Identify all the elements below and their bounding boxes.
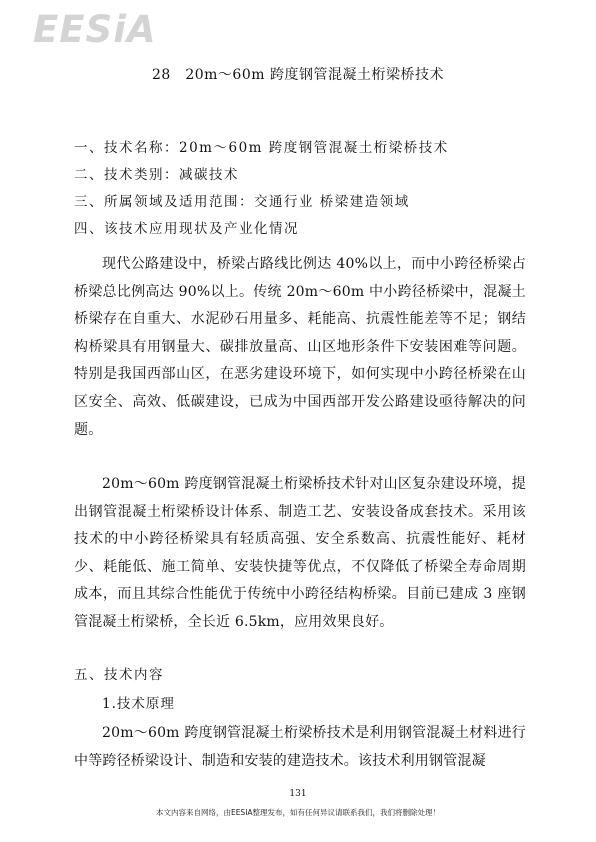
section-title: 28 20m～60m 跨度钢管混凝土桁梁桥技术 [152, 67, 444, 83]
heading-application-status: 四、该技术应用现状及产业化情况 [74, 221, 299, 237]
page-number: 131 [289, 789, 307, 799]
heading-tech-category: 二、技术类别：减碳技术 [74, 167, 239, 183]
paragraph-principle: 20m～60m 跨度钢管混凝土桁梁桥技术是利用钢管混凝土材料进行中等跨径桥梁设计、制造和安装的建造技术。该技术利用钢管混凝 [74, 725, 526, 769]
paragraph-background: 现代公路建设中，桥梁占路线比例达 40%以上，而中小跨径桥梁占桥梁总比例高达 90%以上。传统 20m～60m 中小跨径桥梁中，混凝土桥梁存在自重大、水泥砂石用量多、耗能高、抗震性能差等不足；钢结构桥梁具有用钢量大、碳排放量高、山区地形条件下安装困难等问题。特别是我国西部山区，在恶劣建设环境下，如何实现中小跨径桥梁在山区安全、高效、低碳建设，已成为中国西部开发公路建设亟待解决的问题。 [74, 256, 526, 438]
heading-field-scope: 三、所属领域及适用范围：交通行业 桥梁建造领域 [74, 194, 410, 210]
heading-tech-name: 一、技术名称：20m～60m 跨度钢管混凝土桁梁桥技术 [74, 140, 449, 156]
heading-tech-content: 五、技术内容 [74, 667, 164, 683]
footer-notice: 本文内容来自网络，由EESIA整理发布，如有任何异议请联系我们，我们将删除处理！ [155, 808, 441, 817]
paragraph-technology-overview: 20m～60m 跨度钢管混凝土桁梁桥技术针对山区复杂建设环境，提出钢管混凝土桁梁桥设计体系、制造工艺、安装设备成套技术。采用该技术的中小跨径桥梁具有轻质高强、安全系数高、抗震性能好、耗材少、耗能低、施工简单、安装快捷等优点，不仅降低了桥梁全寿命周期成本，而且其综合性能优于传统中小跨径结构桥梁。目前已建成 3 座钢管混凝土桁梁桥，全长近 6.5km，应用效果良好。 [74, 476, 526, 630]
eesia-watermark-logo: EESiA [33, 8, 157, 51]
subheading-principle: 1.技术原理 [102, 696, 175, 712]
